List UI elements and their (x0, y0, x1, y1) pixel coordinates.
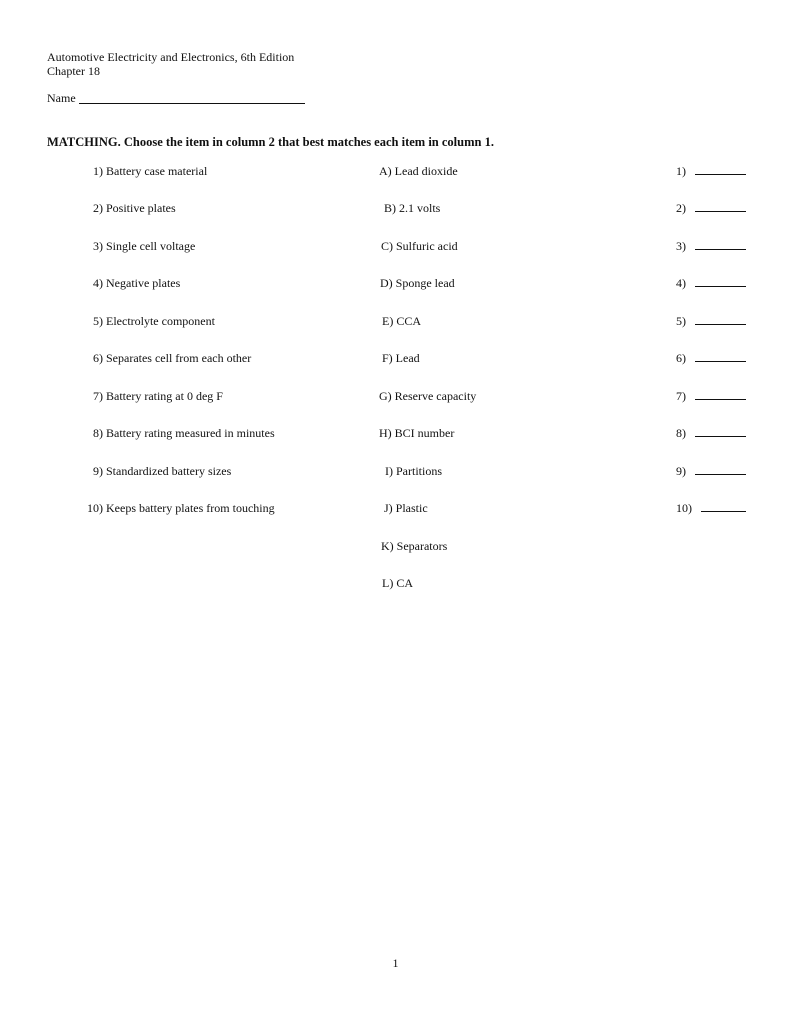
name-field[interactable] (79, 103, 305, 104)
answer-number: 1) (676, 164, 686, 178)
column1-item: 9) Standardized battery sizes (93, 464, 232, 478)
column2-item: C) Sulfuric acid (381, 239, 458, 253)
column2-item: L) CA (382, 576, 413, 590)
name-label: Name (47, 91, 76, 105)
chapter-label: Chapter 18 (47, 64, 100, 78)
matching-row (0, 463, 791, 479)
answer-number: 8) (676, 426, 686, 440)
column2-item: I) Partitions (385, 464, 442, 478)
column2-item: A) Lead dioxide (379, 164, 458, 178)
answer-blank[interactable] (695, 474, 746, 475)
matching-row (0, 200, 791, 216)
answer-number: 3) (676, 239, 686, 253)
matching-row (0, 313, 791, 329)
matching-row (0, 388, 791, 404)
answer-number: 4) (676, 276, 686, 290)
book-title: Automotive Electricity and Electronics, 6th Edition (47, 50, 295, 64)
matching-row (0, 163, 791, 179)
matching-instructions: MATCHING. Choose the item in column 2 that best matches each item in column 1. (47, 135, 494, 149)
page-number: 1 (392, 956, 399, 970)
column1-item: 5) Electrolyte component (93, 314, 215, 328)
column1-item: 3) Single cell voltage (93, 239, 196, 253)
answer-number: 10) (676, 501, 692, 515)
column2-item: K) Separators (381, 539, 448, 553)
matching-row (0, 500, 791, 516)
answer-blank[interactable] (695, 211, 746, 212)
answer-blank[interactable] (695, 286, 746, 287)
answer-blank[interactable] (695, 174, 746, 175)
matching-row (0, 275, 791, 291)
matching-row (0, 425, 791, 441)
column1-item: 8) Battery rating measured in minutes (93, 426, 275, 440)
answer-blank[interactable] (695, 361, 746, 362)
column2-item: F) Lead (382, 351, 420, 365)
column1-item: 10) Keeps battery plates from touching (87, 501, 275, 515)
answer-blank[interactable] (695, 436, 746, 437)
column1-item: 6) Separates cell from each other (93, 351, 252, 365)
column1-item: 7) Battery rating at 0 deg F (93, 389, 223, 403)
answer-blank[interactable] (695, 324, 746, 325)
answer-blank[interactable] (695, 399, 746, 400)
column2-item: D) Sponge lead (380, 276, 455, 290)
answer-number: 9) (676, 464, 686, 478)
matching-row (0, 350, 791, 366)
column1-item: 2) Positive plates (93, 201, 176, 215)
column1-item: 1) Battery case material (93, 164, 208, 178)
answer-number: 6) (676, 351, 686, 365)
matching-row (0, 238, 791, 254)
answer-number: 2) (676, 201, 686, 215)
column2-item: H) BCI number (379, 426, 455, 440)
answer-blank[interactable] (695, 249, 746, 250)
answer-number: 5) (676, 314, 686, 328)
matching-row (0, 575, 791, 591)
column2-item: G) Reserve capacity (379, 389, 477, 403)
matching-row (0, 538, 791, 554)
column1-item: 4) Negative plates (93, 276, 181, 290)
answer-blank[interactable] (701, 511, 746, 512)
column2-item: J) Plastic (384, 501, 428, 515)
answer-number: 7) (676, 389, 686, 403)
column2-item: B) 2.1 volts (384, 201, 441, 215)
column2-item: E) CCA (382, 314, 421, 328)
